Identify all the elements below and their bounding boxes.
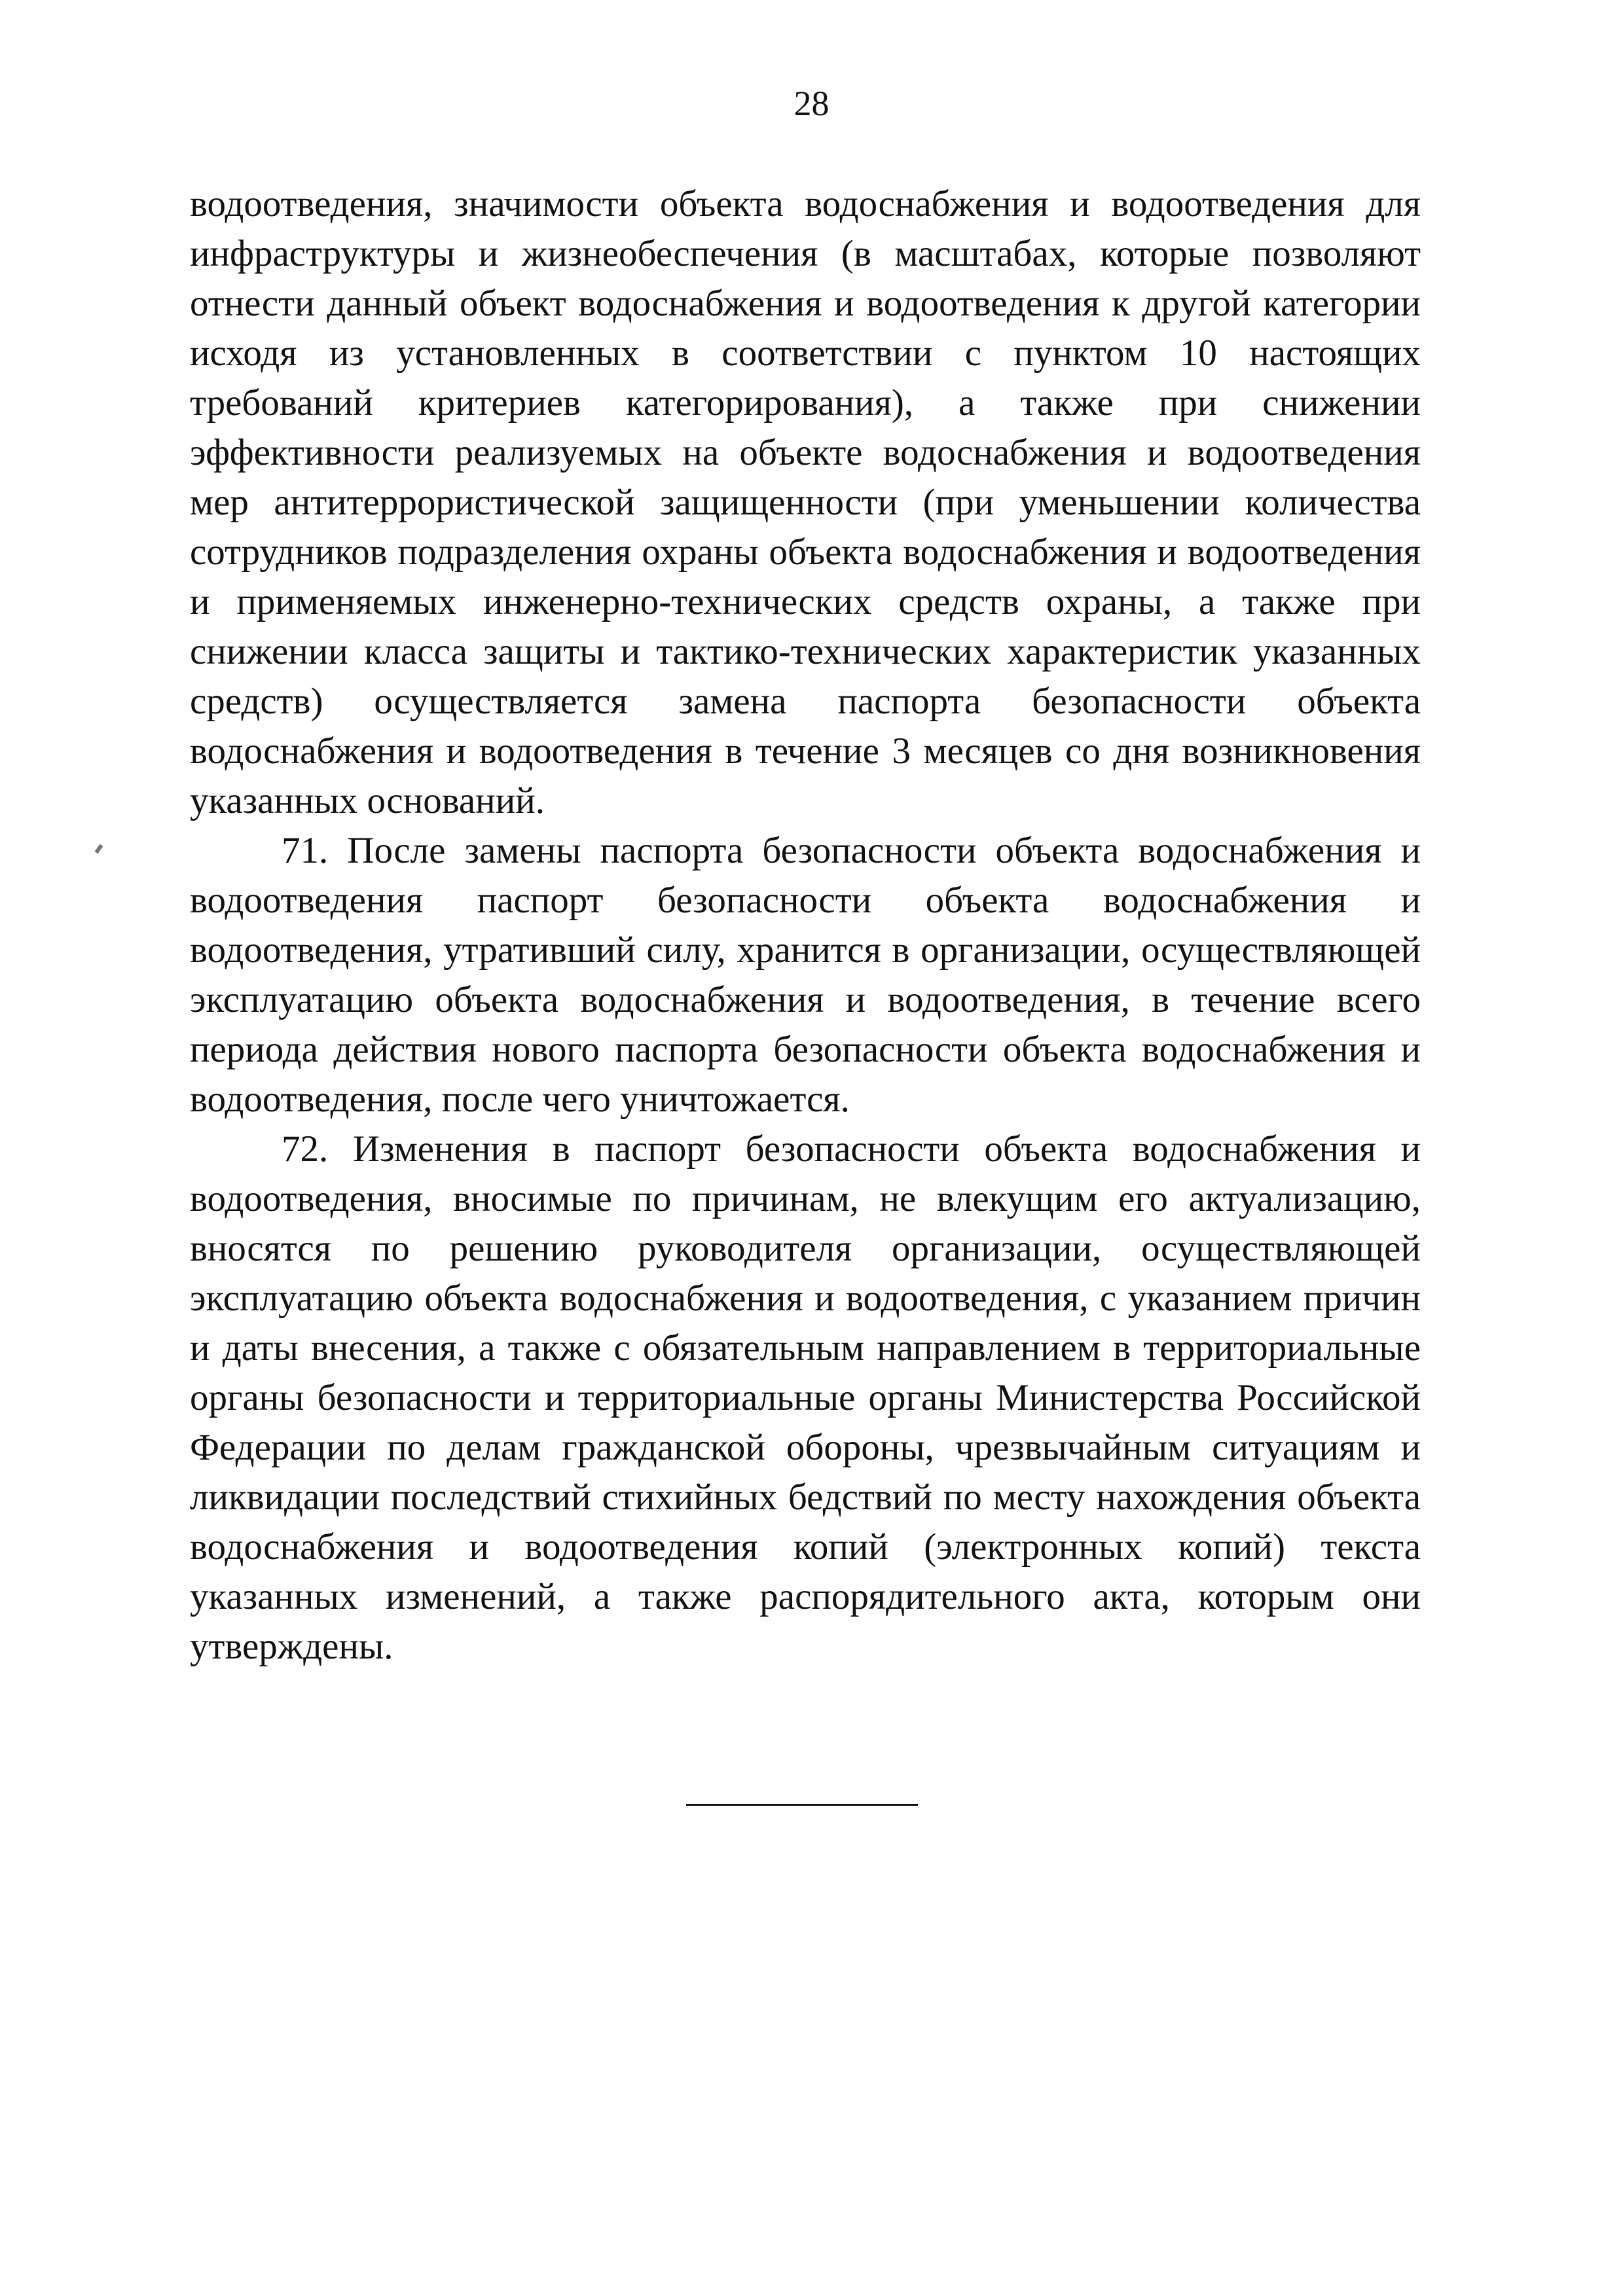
scan-mark xyxy=(95,844,103,854)
paragraph-71: 71. После замены паспорта безопасности объекта водоснабжения и водоотведения паспорт безопасности объекта водоснабжения и водоотведения, утративший силу, хранится в организации, осуществляющей эксплуатацию объекта водоснабжения и водоотведения, в течение всего периода действия нового паспорта безопасности объекта водоснабжения и водоотведения, после чего уничтожается. xyxy=(190,830,1421,1120)
document-body xyxy=(190,179,1421,1672)
page-number: 28 xyxy=(793,84,830,123)
paragraph-continuation: водоотведения, значимости объекта водоснабжения и водоотведения для инфраструктуры и жизнеобеспечения (в масштабах, которые позволяют отнести данный объект водоснабжения и водоотведения к другой категории исходя из установленных в соответствии с пунктом 10 настоящих требований критериев категорирования), а также при снижении эффективности реализуемых на объекте водоснабжения и водоотведения мер антитеррористической защищенности (при уменьшении количества сотрудников подразделения охраны объекта водоснабжения и водоотведения и применяемых инженерно-технических средств охраны, а также при снижении класса защиты и тактико-технических характеристик указанных средств) осуществляется замена паспорта безопасности объекта водоснабжения и водоотведения в течение 3 месяцев со дня возникновения указанных оснований. xyxy=(190,183,1421,821)
paragraph-72: 72. Изменения в паспорт безопасности объекта водоснабжения и водоотведения, вносимые по причинам, не влекущим его актуализацию, вносятся по решению руководителя организации, осуществляющей эксплуатацию объекта водоснабжения и водоотведения, с указанием причин и даты внесения, а также с обязательным направлением в территориальные органы безопасности и территориальные органы Министерства Российской Федерации по делам гражданской обороны, чрезвычайным ситуациям и ликвидации последствий стихийных бедствий по месту нахождения объекта водоснабжения и водоотведения копий (электронных копий) текста указанных изменений, а также распорядительного акта, которым они утверждены. xyxy=(190,1128,1421,1667)
end-of-document-rule xyxy=(686,1804,918,1806)
